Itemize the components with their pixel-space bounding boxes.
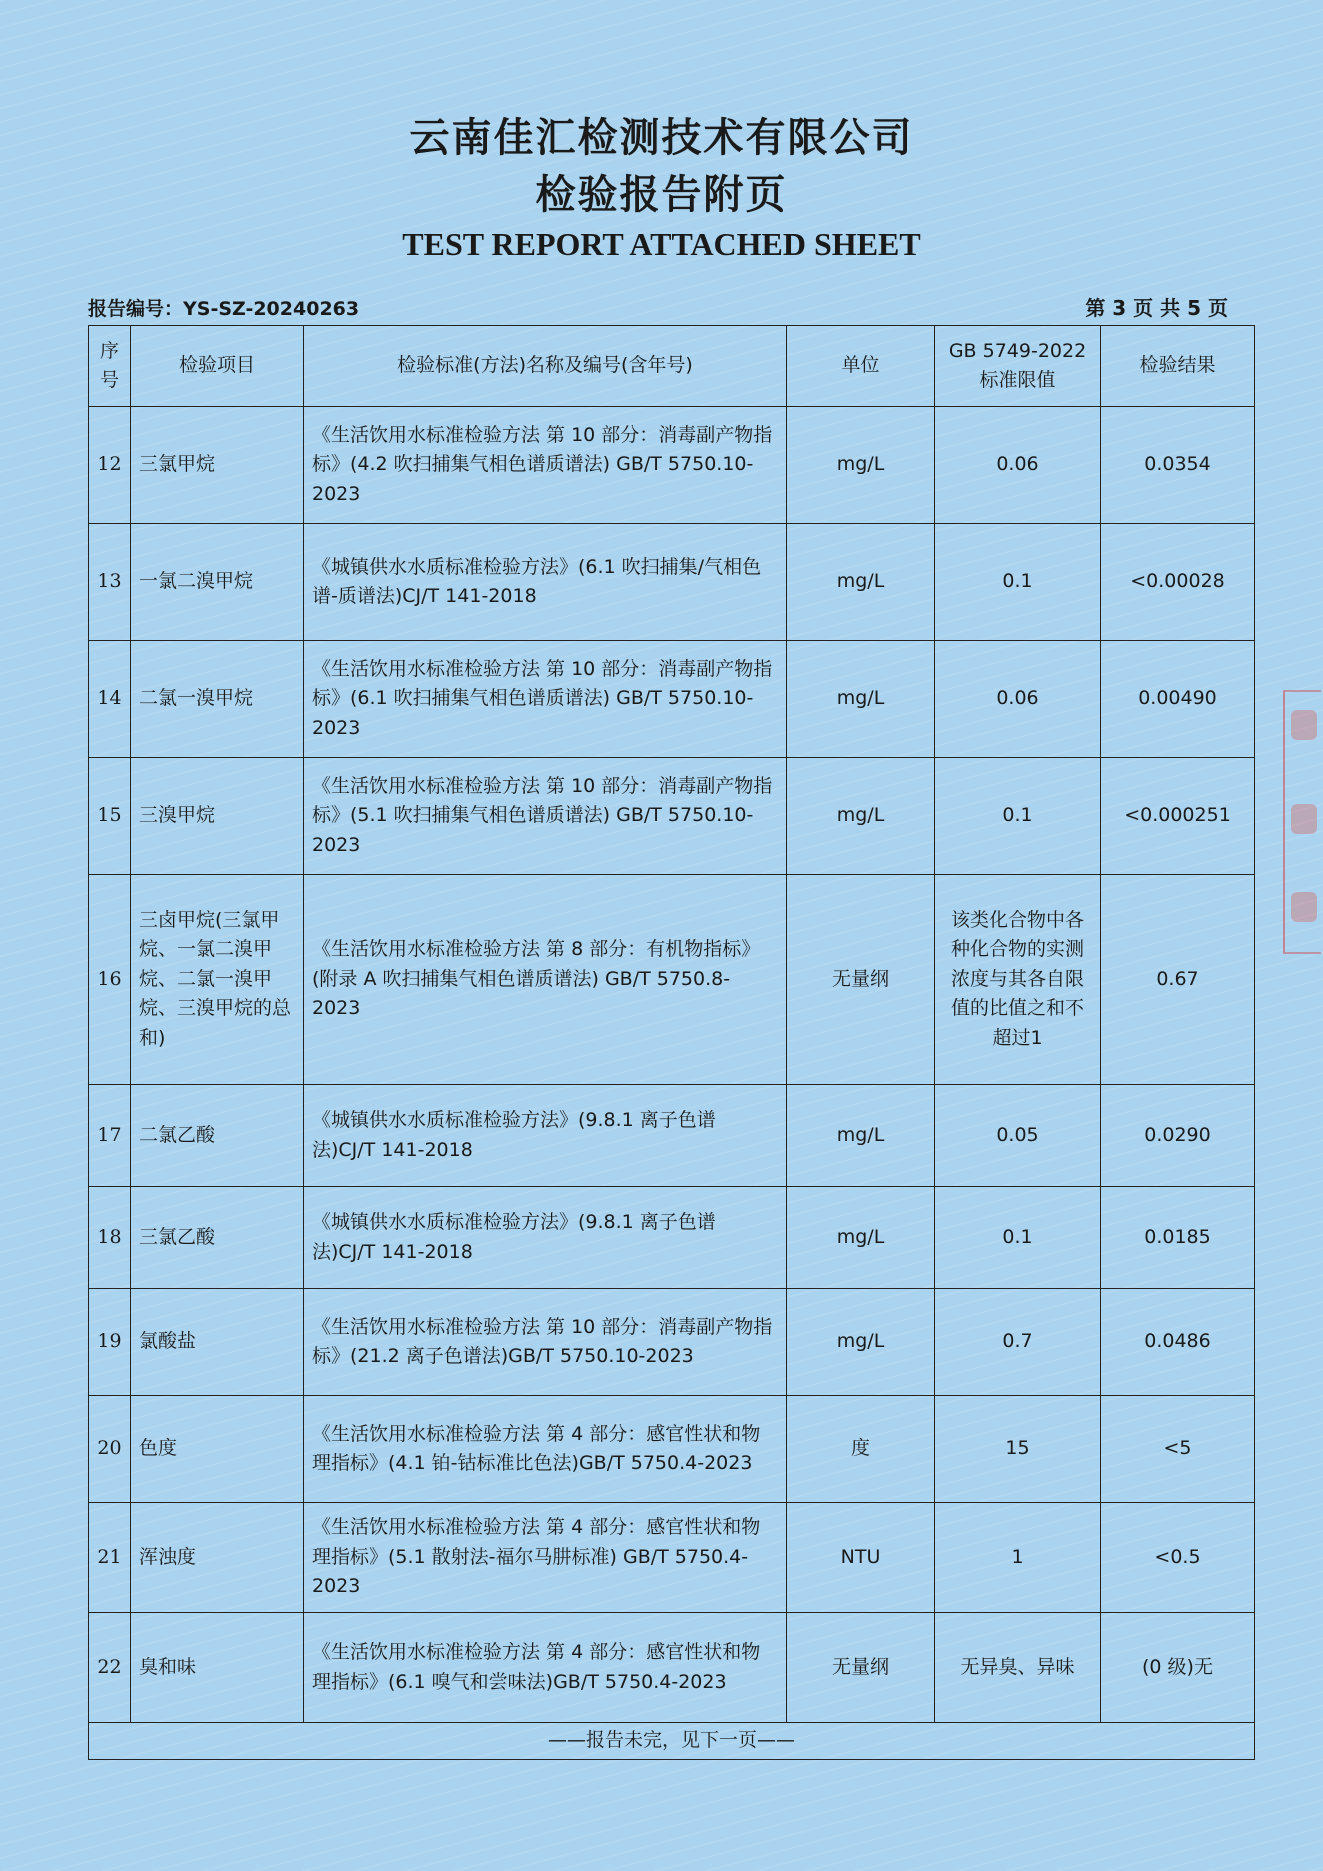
row-limit: 0.05 (935, 1085, 1101, 1187)
row-no: 14 (89, 641, 131, 758)
row-item: 一氯二溴甲烷 (131, 524, 304, 641)
row-unit: NTU (787, 1503, 935, 1613)
table-row (89, 758, 1255, 875)
header-item: 检验项目 (131, 326, 304, 407)
row-method: 《生活饮用水标准检验方法 第 10 部分：消毒副产物指标》(4.2 吹扫捕集气相色谱质谱法) GB/T 5750.10-2023 (304, 407, 787, 524)
row-method: 《城镇供水水质标准检验方法》(9.8.1 离子色谱法)CJ/T 141-2018 (304, 1187, 787, 1289)
row-limit: 0.1 (935, 758, 1101, 875)
row-result: <5 (1101, 1396, 1255, 1503)
row-item: 三溴甲烷 (131, 758, 304, 875)
row-method: 《生活饮用水标准检验方法 第 8 部分：有机物指标》(附录 A 吹扫捕集气相色谱质谱法) GB/T 5750.8-2023 (304, 875, 787, 1085)
row-item: 二氯乙酸 (131, 1085, 304, 1187)
table-row (89, 641, 1255, 758)
english-title: TEST REPORT ATTACHED SHEET (402, 226, 921, 262)
table-row (89, 407, 1255, 524)
row-no: 22 (89, 1613, 131, 1723)
row-method: 《生活饮用水标准检验方法 第 4 部分：感官性状和物理指标》(6.1 嗅气和尝味法)GB/T 5750.4-2023 (304, 1613, 787, 1723)
row-result: 0.0354 (1101, 407, 1255, 524)
row-item: 臭和味 (131, 1613, 304, 1723)
row-item: 二氯一溴甲烷 (131, 641, 304, 758)
table-row (89, 1613, 1255, 1723)
row-method: 《生活饮用水标准检验方法 第 10 部分：消毒副产物指标》(6.1 吹扫捕集气相色谱质谱法) GB/T 5750.10-2023 (304, 641, 787, 758)
row-result: <0.5 (1101, 1503, 1255, 1613)
row-limit: 0.1 (935, 1187, 1101, 1289)
seal-stamp (1283, 690, 1321, 954)
report-number: 报告编号：YS-SZ-20240263 (88, 298, 360, 320)
row-no: 21 (89, 1503, 131, 1613)
row-unit: mg/L (787, 1187, 935, 1289)
row-result: <0.00028 (1101, 524, 1255, 641)
row-no: 18 (89, 1187, 131, 1289)
table-row (89, 1503, 1255, 1613)
row-no: 17 (89, 1085, 131, 1187)
row-no: 19 (89, 1289, 131, 1396)
row-result: 0.0185 (1101, 1187, 1255, 1289)
row-item: 三氯乙酸 (131, 1187, 304, 1289)
row-limit: 0.06 (935, 407, 1101, 524)
row-limit: 0.1 (935, 524, 1101, 641)
row-result: 0.0290 (1101, 1085, 1255, 1187)
header-method: 检验标准(方法)名称及编号(含年号) (304, 326, 787, 407)
row-limit: 该类化合物中各种化合物的实测浓度与其各自限值的比值之和不超过1 (935, 875, 1101, 1085)
page-subtitle: 检验报告附页 (535, 172, 788, 218)
row-method: 《生活饮用水标准检验方法 第 4 部分：感官性状和物理指标》(5.1 散射法-福尔马肼标准) GB/T 5750.4-2023 (304, 1503, 787, 1613)
table-row (89, 1085, 1255, 1187)
row-result: (0 级)无 (1101, 1613, 1255, 1723)
row-method: 《城镇供水水质标准检验方法》(6.1 吹扫捕集/气相色谱-质谱法)CJ/T 141-2018 (304, 524, 787, 641)
row-unit: mg/L (787, 407, 935, 524)
table-header-row (89, 326, 1255, 407)
page-number: 第 3 页 共 5 页 (1085, 296, 1228, 320)
row-unit: mg/L (787, 1289, 935, 1396)
header-unit: 单位 (787, 326, 935, 407)
table-row (89, 875, 1255, 1085)
row-unit: mg/L (787, 641, 935, 758)
row-no: 12 (89, 407, 131, 524)
row-unit: 无量纲 (787, 1613, 935, 1723)
row-limit: 1 (935, 1503, 1101, 1613)
row-limit: 0.06 (935, 641, 1101, 758)
continuation-note: ——报告未完，见下一页—— (89, 1723, 1255, 1760)
header-limit: GB 5749-2022 标准限值 (935, 326, 1101, 407)
row-method: 《生活饮用水标准检验方法 第 10 部分：消毒副产物指标》(21.2 离子色谱法)GB/T 5750.10-2023 (304, 1289, 787, 1396)
row-limit: 0.7 (935, 1289, 1101, 1396)
row-item: 三氯甲烷 (131, 407, 304, 524)
header-result: 检验结果 (1101, 326, 1255, 407)
row-result: 0.0486 (1101, 1289, 1255, 1396)
row-method: 《生活饮用水标准检验方法 第 10 部分：消毒副产物指标》(5.1 吹扫捕集气相色谱质谱法) GB/T 5750.10-2023 (304, 758, 787, 875)
table-row (89, 1396, 1255, 1503)
row-no: 15 (89, 758, 131, 875)
row-item: 氯酸盐 (131, 1289, 304, 1396)
row-result: <0.000251 (1101, 758, 1255, 875)
row-unit: 度 (787, 1396, 935, 1503)
row-result: 0.00490 (1101, 641, 1255, 758)
company-name: 云南佳汇检测技术有限公司 (409, 115, 914, 161)
row-no: 20 (89, 1396, 131, 1503)
row-unit: mg/L (787, 758, 935, 875)
row-no: 16 (89, 875, 131, 1085)
row-item: 色度 (131, 1396, 304, 1503)
row-unit: mg/L (787, 1085, 935, 1187)
row-unit: mg/L (787, 524, 935, 641)
row-item: 三卤甲烷(三氯甲烷、一氯二溴甲烷、二氯一溴甲烷、三溴甲烷的总和) (131, 875, 304, 1085)
row-limit: 15 (935, 1396, 1101, 1503)
header-no: 序号 (89, 326, 131, 407)
table-footer-row (89, 1723, 1255, 1760)
row-no: 13 (89, 524, 131, 641)
row-method: 《城镇供水水质标准检验方法》(9.8.1 离子色谱法)CJ/T 141-2018 (304, 1085, 787, 1187)
table-row (89, 524, 1255, 641)
row-result: 0.67 (1101, 875, 1255, 1085)
row-limit: 无异臭、异味 (935, 1613, 1101, 1723)
row-method: 《生活饮用水标准检验方法 第 4 部分：感官性状和物理指标》(4.1 铂-钴标准比色法)GB/T 5750.4-2023 (304, 1396, 787, 1503)
row-unit: 无量纲 (787, 875, 935, 1085)
table-row (89, 1187, 1255, 1289)
row-item: 浑浊度 (131, 1503, 304, 1613)
results-table (88, 325, 1255, 1760)
table-row (89, 1289, 1255, 1396)
